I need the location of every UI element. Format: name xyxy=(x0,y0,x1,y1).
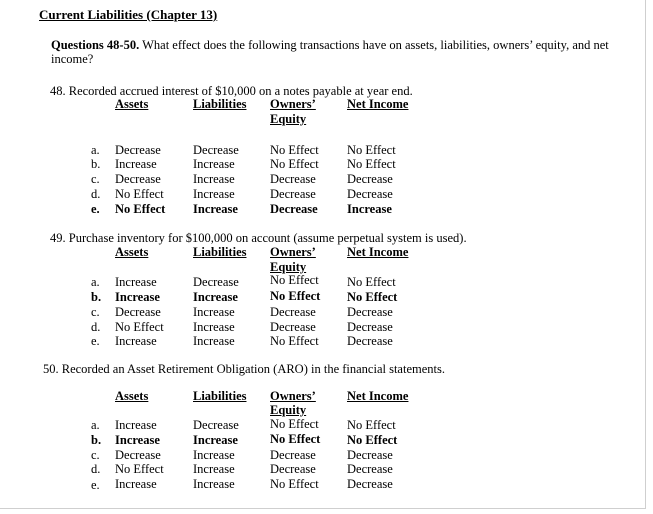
q48-header-assets: Assets xyxy=(115,97,149,111)
option-letter: b. xyxy=(91,290,102,304)
option-net-income: Decrease xyxy=(347,320,393,334)
option-assets: Increase xyxy=(115,157,157,171)
option-equity: Decrease xyxy=(270,462,316,476)
q49-header-assets: Assets xyxy=(115,245,149,259)
q50-header-net-income: Net Income xyxy=(347,389,409,403)
option-equity: Decrease xyxy=(270,305,316,319)
option-net-income: No Effect xyxy=(347,290,398,304)
option-equity: Decrease xyxy=(270,448,316,462)
option-liabilities: Decrease xyxy=(193,143,239,157)
option-assets: Increase xyxy=(115,433,160,447)
option-equity: No Effect xyxy=(270,417,319,431)
instructions xyxy=(51,38,611,66)
option-equity: Decrease xyxy=(270,187,316,201)
option-letter: e. xyxy=(91,478,100,492)
option-letter: a. xyxy=(91,143,100,157)
q49-header-net-income: Net Income xyxy=(347,245,409,259)
option-net-income: Decrease xyxy=(347,305,393,319)
option-letter: d. xyxy=(91,187,101,201)
option-liabilities: Increase xyxy=(193,477,235,491)
option-letter: a. xyxy=(91,275,100,289)
option-net-income: Decrease xyxy=(347,477,393,491)
q50-header-assets: Assets xyxy=(115,389,149,403)
option-letter: c. xyxy=(91,172,100,186)
option-letter: e. xyxy=(91,202,100,216)
option-liabilities: Increase xyxy=(193,172,235,186)
option-letter: b. xyxy=(91,157,101,171)
option-equity: No Effect xyxy=(270,157,319,171)
option-equity: Decrease xyxy=(270,202,318,216)
option-letter: e. xyxy=(91,334,100,348)
option-liabilities: Increase xyxy=(193,157,235,171)
option-equity: No Effect xyxy=(270,143,319,157)
instructions-label: Questions 48-50. xyxy=(51,38,140,52)
option-net-income: No Effect xyxy=(347,143,396,157)
q48-header-net-income: Net Income xyxy=(347,97,409,111)
option-assets: No Effect xyxy=(115,320,164,334)
option-net-income: Increase xyxy=(347,202,392,216)
option-assets: No Effect xyxy=(115,462,164,476)
q48-header-liabilities: Liabilities xyxy=(193,97,247,111)
question-49: 49. Purchase inventory for $100,000 on account (assume perpetual system is used). xyxy=(50,231,467,245)
option-liabilities: Increase xyxy=(193,320,235,334)
option-assets: Increase xyxy=(115,334,157,348)
question-50: 50. Recorded an Asset Retirement Obligation (ARO) in the financial statements. xyxy=(43,362,445,376)
option-letter: a. xyxy=(91,418,100,432)
option-equity: Decrease xyxy=(270,172,316,186)
option-liabilities: Increase xyxy=(193,202,238,216)
option-equity: No Effect xyxy=(270,273,319,287)
option-assets: Increase xyxy=(115,477,157,491)
option-liabilities: Increase xyxy=(193,448,235,462)
option-assets: Decrease xyxy=(115,143,161,157)
option-assets: Increase xyxy=(115,290,160,304)
option-equity: Decrease xyxy=(270,320,316,334)
q50-header-liabilities: Liabilities xyxy=(193,389,247,403)
option-net-income: Decrease xyxy=(347,334,393,348)
option-letter: b. xyxy=(91,433,102,447)
option-net-income: No Effect xyxy=(347,275,396,289)
option-letter: c. xyxy=(91,305,100,319)
option-liabilities: Increase xyxy=(193,462,235,476)
option-assets: Increase xyxy=(115,418,157,432)
option-net-income: No Effect xyxy=(347,418,396,432)
option-equity: No Effect xyxy=(270,289,321,303)
option-assets: Increase xyxy=(115,275,157,289)
q49-header-equity: Equity xyxy=(270,260,307,274)
question-48: 48. Recorded accrued interest of $10,000 on a notes payable at year end. xyxy=(50,84,413,98)
option-net-income: No Effect xyxy=(347,433,398,447)
instructions-text: What effect does the following transactions have on assets, liabilities, owners’ equity, and net income? xyxy=(51,38,609,66)
option-assets: Decrease xyxy=(115,172,161,186)
option-equity: No Effect xyxy=(270,432,321,446)
option-net-income: No Effect xyxy=(347,157,396,171)
option-assets: No Effect xyxy=(115,202,166,216)
option-net-income: Decrease xyxy=(347,187,393,201)
option-net-income: Decrease xyxy=(347,448,393,462)
option-letter: d. xyxy=(91,462,101,476)
option-assets: No Effect xyxy=(115,187,164,201)
option-liabilities: Decrease xyxy=(193,418,239,432)
q50-header-owners: Owners’ xyxy=(270,389,316,403)
option-liabilities: Increase xyxy=(193,290,238,304)
option-liabilities: Decrease xyxy=(193,275,239,289)
option-liabilities: Increase xyxy=(193,334,235,348)
option-assets: Decrease xyxy=(115,305,161,319)
q48-header-owners: Owners’ xyxy=(270,97,316,111)
q50-header-equity: Equity xyxy=(270,403,307,417)
option-letter: c. xyxy=(91,448,100,462)
option-equity: No Effect xyxy=(270,334,319,348)
page-title: Current Liabilities (Chapter 13) xyxy=(39,7,218,22)
option-net-income: Decrease xyxy=(347,172,393,186)
q49-header-liabilities: Liabilities xyxy=(193,245,247,259)
option-letter: d. xyxy=(91,320,101,334)
option-net-income: Decrease xyxy=(347,462,393,476)
option-liabilities: Increase xyxy=(193,305,235,319)
option-assets: Decrease xyxy=(115,448,161,462)
option-equity: No Effect xyxy=(270,477,319,491)
option-liabilities: Increase xyxy=(193,433,238,447)
q48-header-equity: Equity xyxy=(270,112,307,126)
option-liabilities: Increase xyxy=(193,187,235,201)
q49-header-owners: Owners’ xyxy=(270,245,316,259)
